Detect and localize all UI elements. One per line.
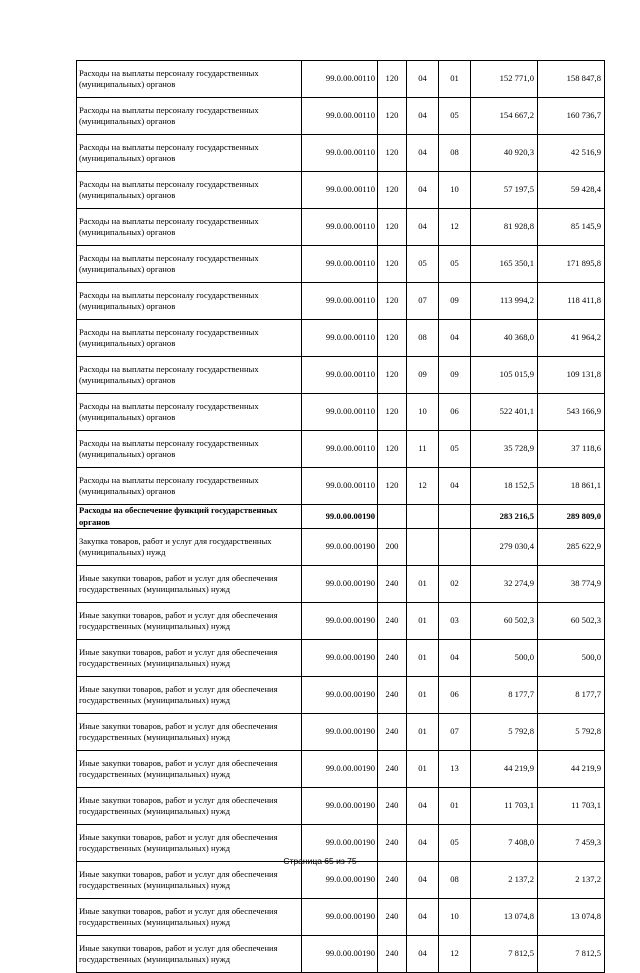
- amount-year1-cell: 154 667,2: [471, 98, 538, 135]
- subsection-cell: 08: [439, 135, 471, 172]
- amount-year2-cell: 42 516,9: [538, 135, 605, 172]
- amount-year1-cell: 113 994,2: [471, 283, 538, 320]
- amount-year1-cell: 522 401,1: [471, 394, 538, 431]
- section-cell: 04: [407, 98, 439, 135]
- expense-type-cell: 240: [378, 788, 407, 825]
- amount-year1-cell: 152 771,0: [471, 61, 538, 98]
- subsection-cell: 06: [439, 677, 471, 714]
- table-row: [77, 320, 605, 357]
- row-name-cell: Иные закупки товаров, работ и услуг для обеспечения государственных (муниципальных) нужд: [77, 825, 302, 862]
- section-cell: 11: [407, 431, 439, 468]
- table-row: [77, 246, 605, 283]
- row-name-cell: Иные закупки товаров, работ и услуг для обеспечения государственных (муниципальных) нужд: [77, 603, 302, 640]
- amount-year1-cell: 60 502,3: [471, 603, 538, 640]
- row-name-cell: Расходы на выплаты персоналу государственных (муниципальных) органов: [77, 468, 302, 505]
- target-article-cell: 99.0.00.00190: [302, 529, 378, 566]
- amount-year1-cell: 40 920,3: [471, 135, 538, 172]
- amount-year2-cell: 289 809,0: [538, 505, 605, 529]
- section-cell: 08: [407, 320, 439, 357]
- subsection-cell: [439, 505, 471, 529]
- section-cell: 01: [407, 677, 439, 714]
- amount-year1-cell: 32 274,9: [471, 566, 538, 603]
- table-row: [77, 640, 605, 677]
- target-article-cell: 99.0.00.00110: [302, 468, 378, 505]
- target-article-cell: 99.0.00.00110: [302, 135, 378, 172]
- amount-year1-cell: 283 216,5: [471, 505, 538, 529]
- amount-year2-cell: 85 145,9: [538, 209, 605, 246]
- section-cell: 04: [407, 135, 439, 172]
- target-article-cell: 99.0.00.00190: [302, 825, 378, 862]
- amount-year2-cell: 44 219,9: [538, 751, 605, 788]
- subsection-cell: 09: [439, 357, 471, 394]
- subsection-cell: 12: [439, 936, 471, 973]
- expense-type-cell: 240: [378, 566, 407, 603]
- subsection-cell: 09: [439, 283, 471, 320]
- amount-year2-cell: 13 074,8: [538, 899, 605, 936]
- expense-type-cell: 120: [378, 135, 407, 172]
- expense-type-cell: 240: [378, 714, 407, 751]
- row-name-cell: Иные закупки товаров, работ и услуг для обеспечения государственных (муниципальных) нужд: [77, 862, 302, 899]
- table-row: [77, 603, 605, 640]
- row-name-cell: Расходы на выплаты персоналу государственных (муниципальных) органов: [77, 431, 302, 468]
- amount-year1-cell: 8 177,7: [471, 677, 538, 714]
- target-article-cell: 99.0.00.00110: [302, 61, 378, 98]
- section-cell: 01: [407, 640, 439, 677]
- row-name-cell: Расходы на выплаты персоналу государственных (муниципальных) органов: [77, 61, 302, 98]
- amount-year2-cell: 41 964,2: [538, 320, 605, 357]
- row-name-cell: Расходы на выплаты персоналу государственных (муниципальных) органов: [77, 209, 302, 246]
- table-row: [77, 899, 605, 936]
- section-cell: 01: [407, 751, 439, 788]
- section-cell: 04: [407, 788, 439, 825]
- subsection-cell: 04: [439, 640, 471, 677]
- amount-year2-cell: 500,0: [538, 640, 605, 677]
- target-article-cell: 99.0.00.00110: [302, 320, 378, 357]
- expense-type-cell: 240: [378, 677, 407, 714]
- section-cell: 09: [407, 357, 439, 394]
- subsection-cell: 01: [439, 788, 471, 825]
- subsection-cell: 07: [439, 714, 471, 751]
- row-name-cell: Расходы на выплаты персоналу государственных (муниципальных) органов: [77, 320, 302, 357]
- amount-year1-cell: 11 703,1: [471, 788, 538, 825]
- section-cell: 04: [407, 209, 439, 246]
- subsection-cell: 05: [439, 98, 471, 135]
- target-article-cell: 99.0.00.00110: [302, 394, 378, 431]
- section-cell: 04: [407, 172, 439, 209]
- expense-type-cell: 240: [378, 936, 407, 973]
- target-article-cell: 99.0.00.00190: [302, 936, 378, 973]
- section-cell: 01: [407, 603, 439, 640]
- table-row: [77, 677, 605, 714]
- target-article-cell: 99.0.00.00190: [302, 505, 378, 529]
- expense-type-cell: 120: [378, 320, 407, 357]
- amount-year2-cell: 118 411,8: [538, 283, 605, 320]
- amount-year1-cell: 40 368,0: [471, 320, 538, 357]
- amount-year2-cell: 5 792,8: [538, 714, 605, 751]
- row-name-cell: Иные закупки товаров, работ и услуг для обеспечения государственных (муниципальных) нужд: [77, 566, 302, 603]
- page-footer: [0, 856, 640, 866]
- row-name-cell: Закупка товаров, работ и услуг для государственных (муниципальных) нужд: [77, 529, 302, 566]
- amount-year2-cell: 160 736,7: [538, 98, 605, 135]
- amount-year1-cell: 7 408,0: [471, 825, 538, 862]
- table-row: [77, 566, 605, 603]
- amount-year2-cell: 2 137,2: [538, 862, 605, 899]
- row-name-cell: Расходы на выплаты персоналу государственных (муниципальных) органов: [77, 172, 302, 209]
- amount-year2-cell: 59 428,4: [538, 172, 605, 209]
- table-row: [77, 862, 605, 899]
- expense-type-cell: 120: [378, 98, 407, 135]
- expense-type-cell: 240: [378, 603, 407, 640]
- amount-year2-cell: 285 622,9: [538, 529, 605, 566]
- row-name-cell: Расходы на выплаты персоналу государственных (муниципальных) органов: [77, 357, 302, 394]
- expense-type-cell: 120: [378, 209, 407, 246]
- amount-year2-cell: 37 118,6: [538, 431, 605, 468]
- amount-year2-cell: 109 131,8: [538, 357, 605, 394]
- subsection-cell: 10: [439, 172, 471, 209]
- amount-year2-cell: 8 177,7: [538, 677, 605, 714]
- subsection-cell: 05: [439, 431, 471, 468]
- expense-type-cell: 120: [378, 61, 407, 98]
- amount-year2-cell: 7 459,3: [538, 825, 605, 862]
- target-article-cell: 99.0.00.00190: [302, 677, 378, 714]
- subsection-cell: [439, 529, 471, 566]
- subsection-cell: 10: [439, 899, 471, 936]
- expense-type-cell: 120: [378, 394, 407, 431]
- expense-type-cell: 120: [378, 246, 407, 283]
- table-row: [77, 529, 605, 566]
- table-row: [77, 468, 605, 505]
- expense-type-cell: 120: [378, 357, 407, 394]
- table-row: [77, 751, 605, 788]
- expense-type-cell: 120: [378, 172, 407, 209]
- amount-year1-cell: 165 350,1: [471, 246, 538, 283]
- amount-year1-cell: 18 152,5: [471, 468, 538, 505]
- row-name-cell: Иные закупки товаров, работ и услуг для обеспечения государственных (муниципальных) нужд: [77, 899, 302, 936]
- target-article-cell: 99.0.00.00190: [302, 603, 378, 640]
- amount-year1-cell: 279 030,4: [471, 529, 538, 566]
- section-cell: 01: [407, 566, 439, 603]
- expense-type-cell: 240: [378, 640, 407, 677]
- expense-type-cell: 240: [378, 751, 407, 788]
- amount-year1-cell: 2 137,2: [471, 862, 538, 899]
- subsection-cell: 04: [439, 320, 471, 357]
- table-row: [77, 357, 605, 394]
- target-article-cell: 99.0.00.00190: [302, 899, 378, 936]
- page-number-label: Страница 65 из 75: [283, 856, 357, 866]
- amount-year1-cell: 35 728,9: [471, 431, 538, 468]
- table-row-total: [77, 505, 605, 529]
- subsection-cell: 04: [439, 468, 471, 505]
- table-row: [77, 61, 605, 98]
- target-article-cell: 99.0.00.00190: [302, 640, 378, 677]
- amount-year1-cell: 105 015,9: [471, 357, 538, 394]
- section-cell: 04: [407, 862, 439, 899]
- target-article-cell: 99.0.00.00110: [302, 172, 378, 209]
- expense-type-cell: 240: [378, 825, 407, 862]
- target-article-cell: 99.0.00.00190: [302, 714, 378, 751]
- amount-year2-cell: 158 847,8: [538, 61, 605, 98]
- amount-year2-cell: 60 502,3: [538, 603, 605, 640]
- subsection-cell: 12: [439, 209, 471, 246]
- table-row: [77, 431, 605, 468]
- section-cell: 04: [407, 825, 439, 862]
- target-article-cell: 99.0.00.00110: [302, 98, 378, 135]
- table-row: [77, 209, 605, 246]
- table-row: [77, 283, 605, 320]
- section-cell: 04: [407, 61, 439, 98]
- row-name-cell: Иные закупки товаров, работ и услуг для обеспечения государственных (муниципальных) нужд: [77, 936, 302, 973]
- target-article-cell: 99.0.00.00110: [302, 357, 378, 394]
- table-row: [77, 98, 605, 135]
- expense-type-cell: 120: [378, 283, 407, 320]
- subsection-cell: 13: [439, 751, 471, 788]
- subsection-cell: 06: [439, 394, 471, 431]
- target-article-cell: 99.0.00.00110: [302, 209, 378, 246]
- amount-year2-cell: 543 166,9: [538, 394, 605, 431]
- amount-year1-cell: 7 812,5: [471, 936, 538, 973]
- row-name-cell: Иные закупки товаров, работ и услуг для обеспечения государственных (муниципальных) нужд: [77, 751, 302, 788]
- row-name-cell: Иные закупки товаров, работ и услуг для обеспечения государственных (муниципальных) нужд: [77, 714, 302, 751]
- amount-year1-cell: 500,0: [471, 640, 538, 677]
- amount-year2-cell: 171 895,8: [538, 246, 605, 283]
- table-body: [77, 61, 605, 973]
- target-article-cell: 99.0.00.00110: [302, 246, 378, 283]
- section-cell: 01: [407, 714, 439, 751]
- section-cell: [407, 505, 439, 529]
- expense-type-cell: 240: [378, 899, 407, 936]
- expense-type-cell: [378, 505, 407, 529]
- section-cell: 04: [407, 936, 439, 973]
- amount-year1-cell: 81 928,8: [471, 209, 538, 246]
- section-cell: 10: [407, 394, 439, 431]
- target-article-cell: 99.0.00.00190: [302, 862, 378, 899]
- section-cell: [407, 529, 439, 566]
- table-row: [77, 172, 605, 209]
- subsection-cell: 08: [439, 862, 471, 899]
- section-cell: 04: [407, 899, 439, 936]
- amount-year2-cell: 11 703,1: [538, 788, 605, 825]
- row-name-cell: Расходы на обеспечение функций государственных органов: [77, 505, 302, 529]
- row-name-cell: Расходы на выплаты персоналу государственных (муниципальных) органов: [77, 135, 302, 172]
- subsection-cell: 02: [439, 566, 471, 603]
- row-name-cell: Расходы на выплаты персоналу государственных (муниципальных) органов: [77, 246, 302, 283]
- subsection-cell: 03: [439, 603, 471, 640]
- amount-year1-cell: 5 792,8: [471, 714, 538, 751]
- amount-year2-cell: 7 812,5: [538, 936, 605, 973]
- target-article-cell: 99.0.00.00110: [302, 283, 378, 320]
- row-name-cell: Расходы на выплаты персоналу государственных (муниципальных) органов: [77, 98, 302, 135]
- row-name-cell: Иные закупки товаров, работ и услуг для обеспечения государственных (муниципальных) нужд: [77, 640, 302, 677]
- amount-year1-cell: 13 074,8: [471, 899, 538, 936]
- amount-year1-cell: 44 219,9: [471, 751, 538, 788]
- section-cell: 05: [407, 246, 439, 283]
- expense-type-cell: 120: [378, 431, 407, 468]
- table-row: [77, 788, 605, 825]
- target-article-cell: 99.0.00.00110: [302, 431, 378, 468]
- row-name-cell: Иные закупки товаров, работ и услуг для обеспечения государственных (муниципальных) нужд: [77, 788, 302, 825]
- table-row: [77, 394, 605, 431]
- expense-type-cell: 120: [378, 468, 407, 505]
- row-name-cell: Расходы на выплаты персоналу государственных (муниципальных) органов: [77, 394, 302, 431]
- amount-year2-cell: 38 774,9: [538, 566, 605, 603]
- section-cell: 07: [407, 283, 439, 320]
- expense-type-cell: 240: [378, 862, 407, 899]
- expense-type-cell: 200: [378, 529, 407, 566]
- row-name-cell: Расходы на выплаты персоналу государственных (муниципальных) органов: [77, 283, 302, 320]
- section-cell: 12: [407, 468, 439, 505]
- target-article-cell: 99.0.00.00190: [302, 566, 378, 603]
- table-row: [77, 714, 605, 751]
- row-name-cell: Иные закупки товаров, работ и услуг для обеспечения государственных (муниципальных) нужд: [77, 677, 302, 714]
- table-row: [77, 135, 605, 172]
- subsection-cell: 01: [439, 61, 471, 98]
- subsection-cell: 05: [439, 825, 471, 862]
- target-article-cell: 99.0.00.00190: [302, 788, 378, 825]
- amount-year2-cell: 18 861,1: [538, 468, 605, 505]
- budget-table: [76, 60, 605, 973]
- target-article-cell: 99.0.00.00190: [302, 751, 378, 788]
- amount-year1-cell: 57 197,5: [471, 172, 538, 209]
- table-row: [77, 936, 605, 973]
- subsection-cell: 05: [439, 246, 471, 283]
